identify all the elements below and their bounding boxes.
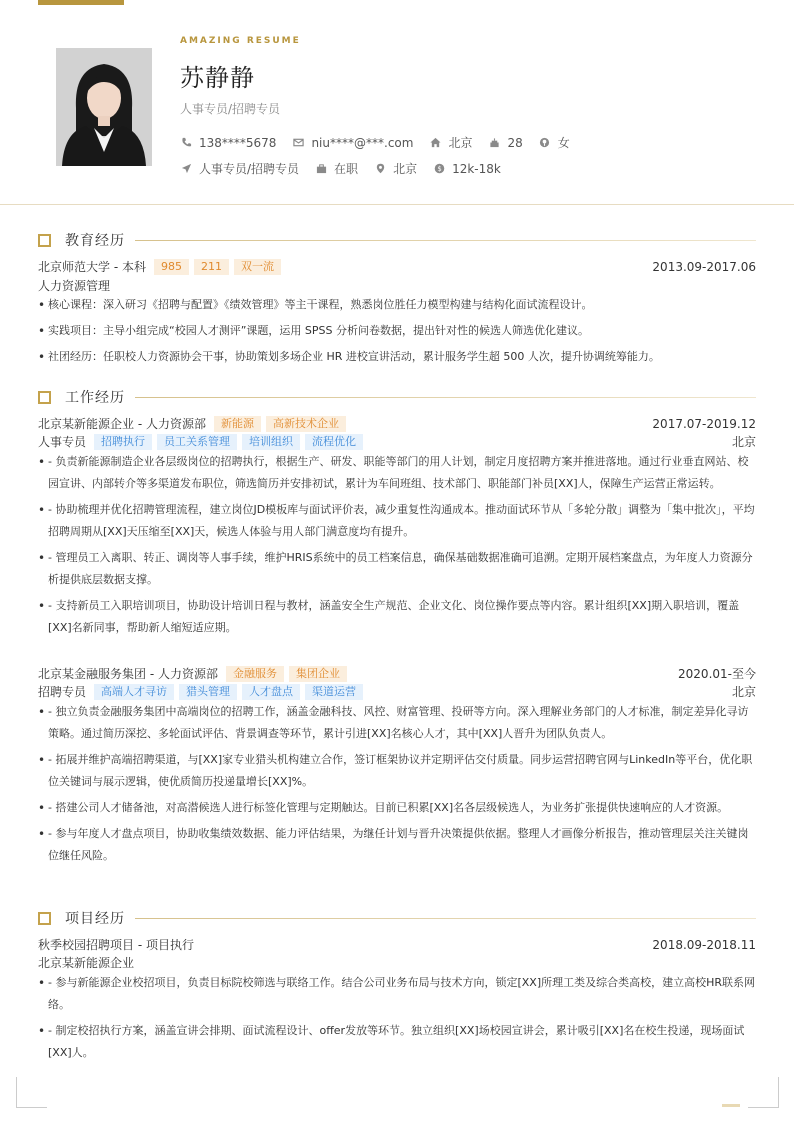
education-major-row [38, 277, 756, 294]
company-tag: 集团企业 [289, 666, 347, 682]
status-item [315, 160, 358, 177]
home-icon [429, 137, 441, 149]
section-square-icon [38, 912, 51, 925]
job-city: 北京 [731, 435, 756, 449]
list-item: • - 制定校招执行方案，涵盖宣讲会排期、面试流程设计、offer发放等环节。独立组织[XX]场校园宣讲会，累计吸引[XX]名在校生投递，现场面试[XX]人。 [38, 1020, 756, 1064]
school-tag: 985 [154, 259, 189, 275]
page-corner-accent [722, 1104, 740, 1107]
job-role: 招聘专员 [38, 685, 87, 699]
job-date: 2017.07-2019.12 [652, 416, 756, 431]
company-tag: 高新技术企业 [266, 416, 346, 432]
send-icon [180, 163, 192, 175]
section-rule [135, 918, 756, 919]
status-text: 在职 [334, 162, 359, 176]
project-date: 2018.09-2018.11 [652, 937, 756, 952]
project-section-header [38, 908, 756, 928]
list-item: • - 管理员工入离职、转正、调岗等人事手续，维护HRIS系统中的员工档案信息，确保基础数据准确可追溯。定期开展档案盘点，为年度人力资源分析提供底层数据支撑。 [38, 547, 756, 591]
section-square-icon [38, 234, 51, 247]
money-icon [433, 163, 445, 175]
section-rule [135, 397, 756, 398]
job-intent-row [180, 160, 517, 177]
project-bullets [38, 972, 756, 1068]
job-role-row [38, 433, 756, 450]
education-section-title: 教育经历 [65, 233, 125, 249]
job-company-row [38, 415, 756, 432]
company-tag: 新能源 [214, 416, 261, 432]
section-square-icon [38, 391, 51, 404]
skill-tag: 培训组织 [242, 434, 300, 450]
education-bullets [38, 294, 756, 372]
job-date: 2020.01-至今 [678, 667, 756, 681]
education-school-row [38, 258, 756, 275]
skill-tag: 流程优化 [305, 434, 363, 450]
list-item: • - 拓展并维护高端招聘渠道，与[XX]家专业猎头机构建立合作，签订框架协议并定期评估交付质量。同步运营招聘官网与LinkedIn等平台，优化职位关键词与展示逻辑，使优质简历投递量增长[XX]%。 [38, 749, 756, 793]
skill-tag: 招聘执行 [94, 434, 152, 450]
top-accent-bar [38, 0, 124, 5]
company-tag: 金融服务 [226, 666, 284, 682]
list-item: • - 独立负责金融服务集团中高端岗位的招聘工作，涵盖金融科技、风控、财富管理、投研等方向。深入理解业务部门的人才标准，制定差异化寻访策略。通过简历深挖、多轮面试评估、背景调查等环节，累计引进[XX]名核心人才，其中[XX]人晋升为团队负责人。 [38, 701, 756, 745]
section-rule [135, 240, 756, 241]
skill-tag: 高端人才寻访 [94, 684, 174, 700]
skill-tag: 渠道运营 [305, 684, 363, 700]
cake-icon [488, 137, 500, 149]
gender-item [539, 134, 570, 151]
phone-item [180, 136, 276, 150]
company-name: 北京某金融服务集团 - 人力资源部 [38, 667, 218, 681]
brand-label: AMAZING RESUME [180, 36, 301, 46]
school-name: 北京师范大学 - 本科 [38, 260, 146, 274]
list-item: • 社团经历：任职校人力资源协会干事，协助策划多场企业 HR 进校宣讲活动，累计服务学生超 500 人次，提升协调统筹能力。 [38, 346, 756, 368]
list-item: • - 支持新员工入职培训项目，协助设计培训日程与教材，涵盖安全生产规范、企业文化、岗位操作要点等内容。累计组织[XX]期入职培训，覆盖[XX]名新同事，帮助新人缩短适应期。 [38, 595, 756, 639]
hometown-text: 北京 [448, 136, 473, 150]
education-date: 2013.09-2017.06 [652, 259, 756, 274]
email-text: niu****@***.com [311, 135, 414, 150]
gender-text: 女 [557, 136, 570, 150]
hometown-item [429, 134, 472, 151]
briefcase-icon [315, 163, 327, 175]
list-item: • - 负责新能源制造企业各层级岗位的招聘执行，根据生产、研发、职能等部门的用人计划，制定月度招聘方案并推进落地。通过行业垂直网站、校园宣讲、内部转介等多渠道发布职位，筛选简历并安排初试，累计为车间班组、技术部门、职能部门补员[XX]人，保障生产运营正常运转。 [38, 451, 756, 495]
header-divider [0, 204, 794, 205]
list-item: • - 参与新能源企业校招项目，负责目标院校筛选与联络工作。结合公司业务布局与技术方向，锁定[XX]所理工类及综合类高校，建立高校HR联系网络。 [38, 972, 756, 1016]
age-item [488, 136, 522, 150]
mail-icon [292, 137, 304, 149]
location-icon [374, 163, 386, 175]
email-item [292, 136, 413, 150]
work-section-header [38, 387, 756, 407]
intent-city-item [374, 160, 417, 177]
list-item: • - 搭建公司人才储备池，对高潜候选人进行标签化管理与定期触达。目前已积累[XX]名各层级候选人，为业务扩张提供快速响应的人才资源。 [38, 797, 756, 819]
age-text: 28 [507, 135, 523, 150]
project-name-row [38, 936, 756, 953]
list-item: • - 协助梳理并优化招聘管理流程，建立岗位JD模板库与面试评价表，减少重复性沟通成本。推动面试环节从「多轮分散」调整为「集中批次」，平均招聘周期从[XX]天压缩至[XX]天，候选人体验与用人部门满意度均有提升。 [38, 499, 756, 543]
major: 人力资源管理 [38, 279, 111, 293]
list-item: • - 参与年度人才盘点项目，协助收集绩效数据、能力评估结果，为继任计划与晋升决策提供依据。整理人才画像分析报告，推动管理层关注关键岗位继任风险。 [38, 823, 756, 867]
gender-icon [539, 137, 551, 149]
profile-photo [56, 48, 152, 166]
skill-tag: 人才盘点 [242, 684, 300, 700]
intent-position-text: 人事专员/招聘专员 [199, 162, 300, 176]
salary-item [433, 162, 501, 176]
phone-text: 138****5678 [199, 135, 277, 150]
project-section-title: 项目经历 [65, 911, 125, 927]
project-org-row [38, 954, 756, 971]
job-bullets [38, 451, 756, 643]
job-role: 人事专员 [38, 435, 87, 449]
list-item: • 实践项目：主导小组完成“校园人才测评”课题，运用 SPSS 分析问卷数据，提出针对性的候选人筛选优化建议。 [38, 320, 756, 342]
job-title: 人事专员/招聘专员 [180, 102, 281, 116]
project-name: 秋季校园招聘项目 - 项目执行 [38, 938, 194, 952]
skill-tag: 员工关系管理 [157, 434, 237, 450]
intent-position-item [180, 160, 299, 177]
candidate-name: 苏静静 [180, 64, 255, 92]
skill-tag: 猎头管理 [179, 684, 237, 700]
job-bullets [38, 701, 756, 871]
work-section-title: 工作经历 [65, 390, 125, 406]
project-org: 北京某新能源企业 [38, 956, 135, 970]
salary-text: 12k-18k [452, 161, 501, 176]
school-tag: 双一流 [234, 259, 281, 275]
contact-row [180, 134, 586, 151]
intent-city-text: 北京 [393, 162, 418, 176]
list-item: • 核心课程：深入研习《招聘与配置》《绩效管理》等主干课程，熟悉岗位胜任力模型构建与结构化面试流程设计。 [38, 294, 756, 316]
job-city: 北京 [731, 685, 756, 699]
phone-icon [180, 137, 192, 149]
job-company-row [38, 665, 756, 682]
svg-text:$: $ [436, 164, 442, 173]
job-role-row [38, 683, 756, 700]
portrait-image [56, 48, 152, 166]
education-section-header [38, 230, 756, 250]
page-corner-mark [16, 1077, 47, 1108]
school-tag: 211 [194, 259, 229, 275]
page-corner-mark [748, 1077, 779, 1108]
company-name: 北京某新能源企业 - 人力资源部 [38, 417, 206, 431]
